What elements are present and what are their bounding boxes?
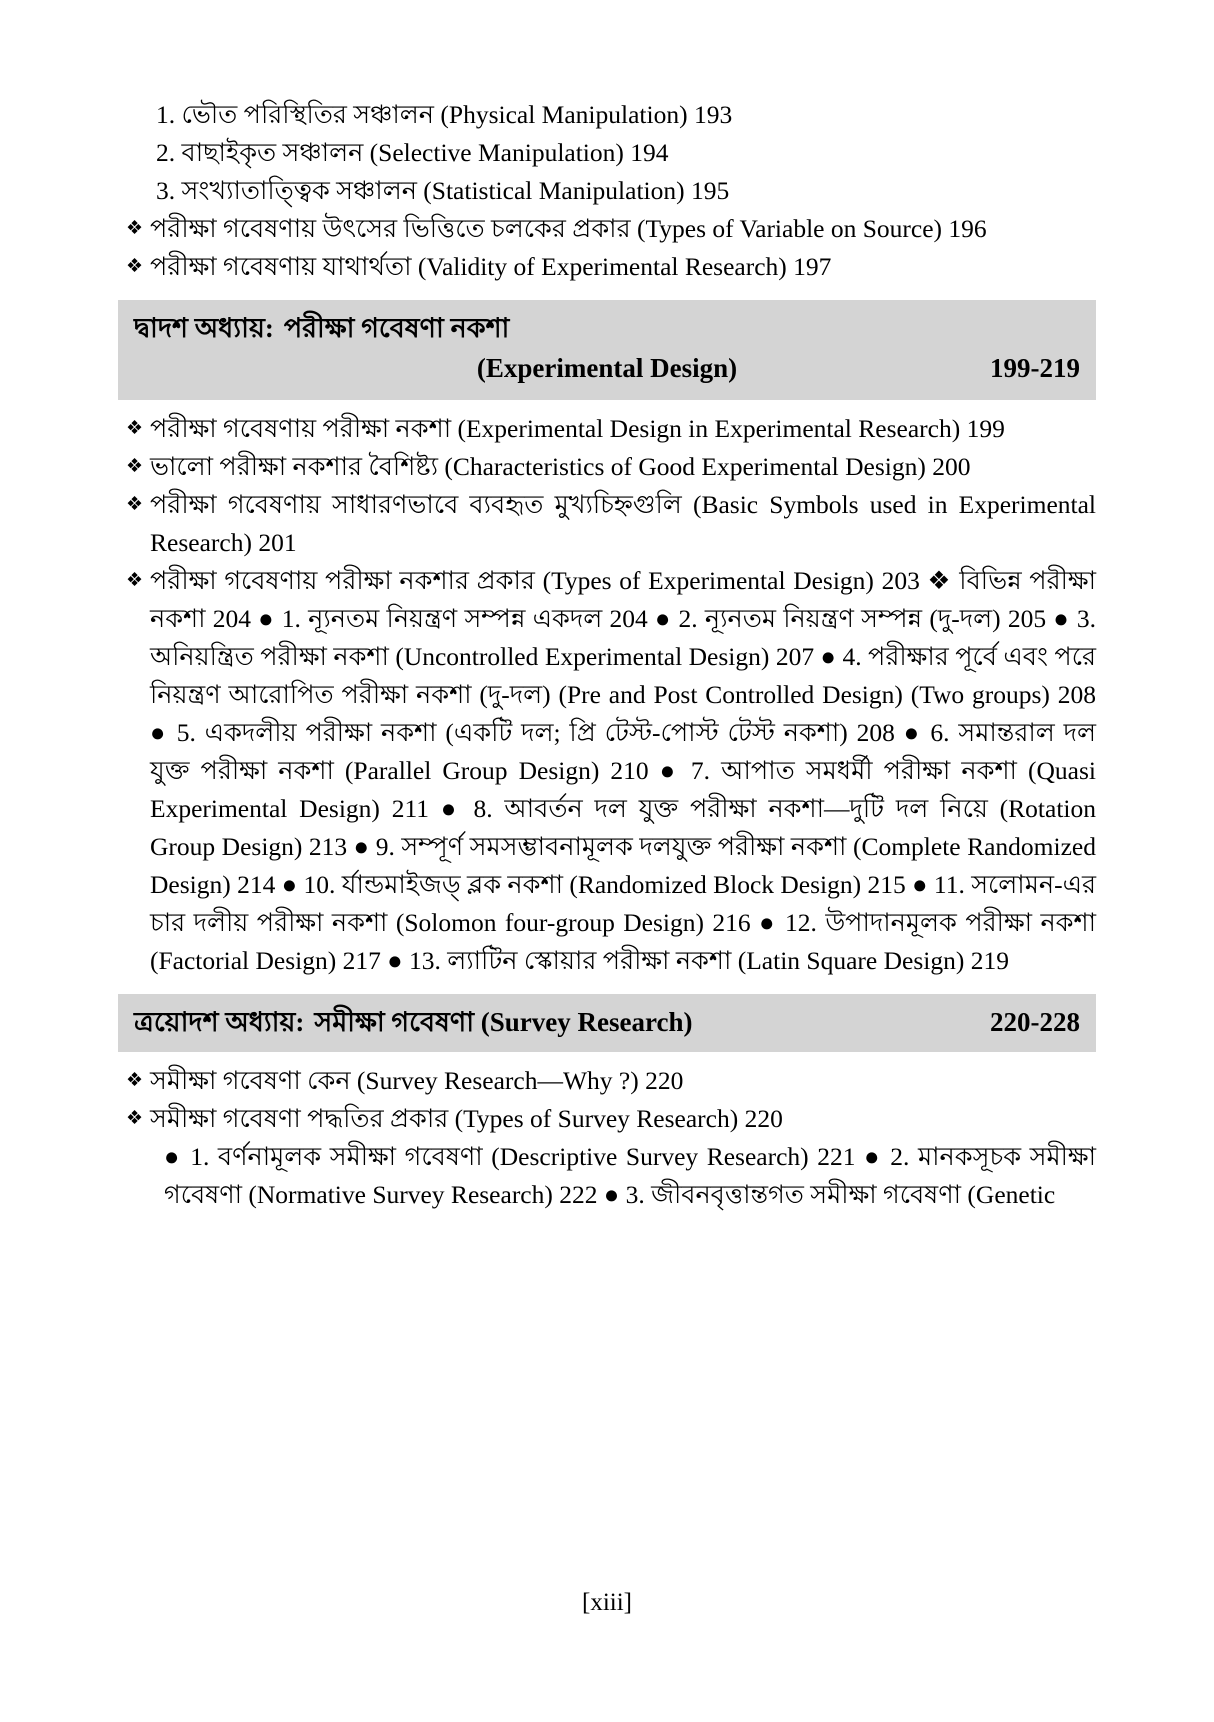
toc-entry: [118, 486, 1096, 562]
top-numbered-list: [118, 96, 1096, 210]
toc-entry-text: পরীক্ষা গবেষণায় পরীক্ষা নকশা (Experimental Design in Experimental Research) 199: [150, 414, 1005, 443]
list-item: 1. ভৌত পরিস্থিতির সঞ্চালন (Physical Manipulation) 193: [156, 100, 733, 129]
chapter-heading-line-1: [134, 1002, 1080, 1042]
toc-entry: [118, 1100, 1096, 1138]
chapter-title-en: (Survey Research): [480, 1007, 693, 1037]
diamond-bullet-icon: ❖: [126, 1108, 144, 1129]
page-folio: [xiii]: [582, 1589, 632, 1616]
toc-entry: [118, 410, 1096, 448]
chapter-page-range: 199-219: [990, 353, 1080, 383]
list-item: 2. বাছাইকৃত সঞ্চালন (Selective Manipulation) 194: [156, 138, 669, 167]
diamond-bullet-icon: ❖: [126, 570, 144, 591]
chapter-title-bn: সমীক্ষা গবেষণা: [314, 1007, 475, 1037]
toc-subentry-types-of-survey-research: ● 1. বর্ণনামূলক সমীক্ষা গবেষণা (Descriptive Survey Research) 221 ● 2. মানকসূচক সমীক্ষা গবেষণা (Normative Survey Research) 222 ● 3. জীবনবৃত্তান্তগত সমীক্ষা গবেষণা (Genetic: [164, 1142, 1096, 1209]
diamond-bullet-icon: ❖: [126, 1070, 144, 1091]
chapter-label: দ্বাদশ অধ্যায়:: [134, 313, 274, 343]
toc-entry-text: পরীক্ষা গবেষণায় সাধারণভাবে ব্যবহৃত মুখ্যচিহ্নগুলি (Basic Symbols used in Experimental Research) 201: [150, 490, 1096, 557]
diamond-bullet-icon: ❖: [126, 494, 144, 515]
toc-entry-text: পরীক্ষা গবেষণায় যাথার্থতা (Validity of Experimental Research) 197: [150, 252, 832, 281]
diamond-bullet-icon: ❖: [126, 256, 144, 277]
chapter-heading-line-2: [134, 348, 1080, 388]
toc-entry-text: সমীক্ষা গবেষণা কেন (Survey Research—Why ?) 220: [150, 1066, 684, 1095]
toc-entry: [118, 448, 1096, 486]
chapter-heading-experimental-design: [118, 300, 1096, 400]
toc-entry-text: সমীক্ষা গবেষণা পদ্ধতির প্রকার (Types of Survey Research) 220: [150, 1104, 783, 1133]
chapter-page-range: 220-228: [990, 1007, 1080, 1037]
chapter-heading-survey-research: [118, 994, 1096, 1052]
toc-entry: [118, 210, 1096, 248]
chapter-title-en: (Experimental Design): [476, 353, 738, 383]
toc-entry: [118, 248, 1096, 286]
diamond-bullet-icon: ❖: [126, 418, 144, 439]
diamond-bullet-icon: ❖: [126, 456, 144, 477]
chapter-title-combined: [314, 1002, 970, 1042]
chapter-label: ত্রয়োদশ অধ্যায়:: [134, 1007, 305, 1037]
chapter-title-bn: পরীক্ষা গবেষণা নকশা: [283, 313, 510, 343]
toc-entry-types-of-experimental-design: [118, 562, 1096, 980]
list-item: 3. সংখ্যাতাত্ত্বিক সঞ্চালন (Statistical Manipulation) 195: [156, 176, 730, 205]
toc-entry: [118, 1062, 1096, 1100]
toc-entry-text: পরীক্ষা গবেষণায় উৎসের ভিত্তিতে চলকের প্রকার (Types of Variable on Source) 196: [150, 214, 987, 243]
diamond-bullet-icon: ❖: [126, 218, 144, 239]
chapter-heading-line-1: [134, 308, 1080, 348]
toc-entry-text: পরীক্ষা গবেষণায় পরীক্ষা নকশার প্রকার (Types of Experimental Design) 203 ❖ বিভিন্ন পরীক্ষা নকশা 204 ● 1. ন্যূনতম নিয়ন্ত্রণ সম্পন্ন একদল 204 ● 2. ন্যূনতম নিয়ন্ত্রণ সম্পন্ন (দু-দল) 205 ● 3. অনিয়ন্ত্রিত পরীক্ষা নকশা (Uncontrolled Experimental Design) 207 ● 4. পরীক্ষার পূর্বে এবং পরে নিয়ন্ত্রণ আরোপিত পরীক্ষা নকশা (দু-দল) (Pre and Post Controlled Design) (Two groups) 208 ● 5. একদলীয় পরীক্ষা নকশা (একটি দল; প্রি টেস্ট-পোস্ট টেস্ট নকশা) 208 ● 6. সমান্তরাল দল যুক্ত পরীক্ষা নকশা (Parallel Group Design) 210 ● 7. আপাত সমধর্মী পরীক্ষা নকশা (Quasi Experimental Design) 211 ● 8. আবর্তন দল যুক্ত পরীক্ষা নকশা—দুটি দল নিয়ে (Rotation Group Design) 213 ● 9. সম্পূর্ণ সমসম্ভাবনামূলক দলযুক্ত পরীক্ষা নকশা (Complete Randomized Design) 214 ● 10. র্যান্ডমাইজড্ ব্লক নকশা (Randomized Block Design) 215 ● 11. সলোমন-এর চার দলীয় পরীক্ষা নকশা (Solomon four-group Design) 216 ● 12. উপাদানমূলক পরীক্ষা নকশা (Factorial Design) 217 ● 13. ল্যাটিন স্কোয়ার পরীক্ষা নকশা (Latin Square Design) 219: [150, 566, 1096, 975]
toc-entry-text: ভালো পরীক্ষা নকশার বৈশিষ্ট্য (Characteristics of Good Experimental Design) 200: [150, 452, 971, 481]
